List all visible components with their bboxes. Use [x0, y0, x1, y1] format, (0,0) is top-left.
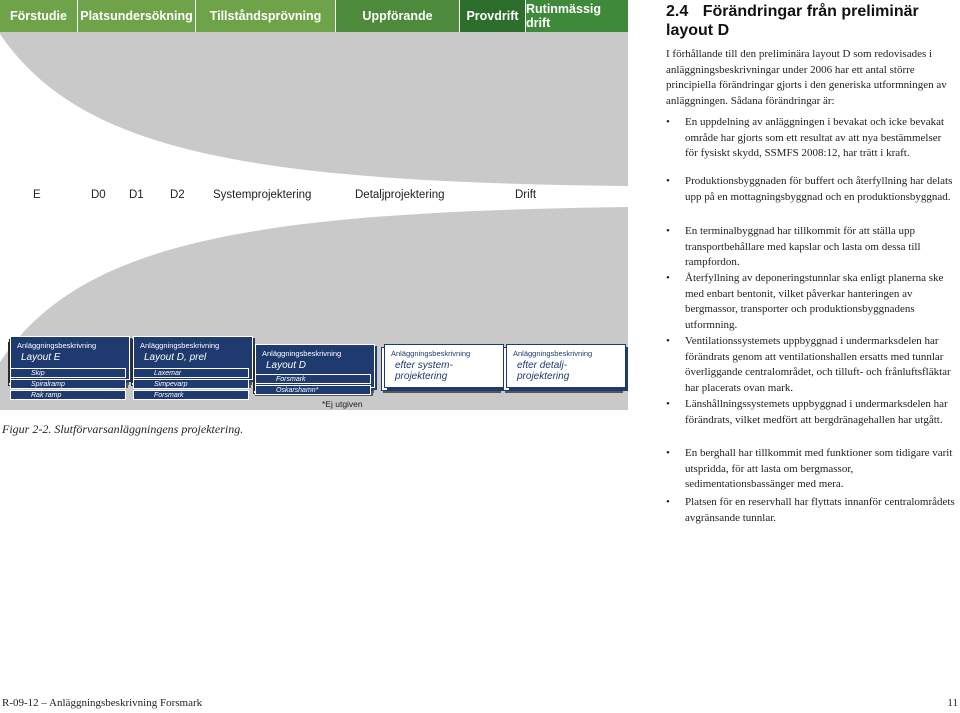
section-number: 2.4 — [666, 3, 689, 20]
card-title: Anläggningsbeskrivning — [391, 349, 471, 358]
card-efter-detaljprojektering-main — [506, 344, 626, 388]
list-item: • Produktionsbyggnaden för buffert och återfyllning har delats upp på en mottagningsbyggnad och en produktionsbyggnad. — [666, 175, 953, 203]
card-tag: Simpevarp — [133, 379, 249, 389]
stage-d0: D0 — [91, 189, 106, 201]
stage-d2: D2 — [170, 189, 185, 201]
phase-platsundersokning: Platsundersökning — [78, 0, 196, 32]
list-item: • Ventilationssystemets uppbyggnad i undermarksdelen har förändrats genom att ventilationshallen ersatts med tunnlar överliggande centralområdet, och tilluft- och frånluftsfläktar har placerats ovan mark. — [666, 335, 951, 394]
intro-paragraph: I förhållande till den preliminära layout D som redovisades i anläggningsbeskrivningar under 2006 har ett antal större principiella förändringar gjorts i den generiska utformningen av anläggningen. Sådana förändringar är: — [666, 48, 947, 107]
card-tag: Laxemar — [133, 368, 249, 378]
list-item: • En berghall har tillkommit med funktioner som tidigare varit utspridda, för att lasta om bergmassor, sedimentationsbassänger med mera. — [666, 447, 953, 490]
card-subtitle: efter detalj- projektering — [517, 360, 570, 382]
phase-forstudie: Förstudie — [0, 0, 78, 32]
footer-report-title: R-09-12 – Anläggningsbeskrivning Forsmark — [2, 697, 203, 709]
project-phase-figure — [0, 0, 628, 410]
card-title: Anläggningsbeskrivning — [140, 341, 220, 350]
card-efter-systemprojektering-main — [384, 344, 504, 388]
section-heading — [666, 2, 960, 40]
stage-systemprojektering: Systemprojektering — [213, 189, 312, 201]
card-title: Anläggningsbeskrivning — [17, 341, 97, 350]
list-item: • Återfyllning av deponeringstunnlar ska enligt planerna ske med enbart bentonit, vilket påverkar hanteringen av bergmassor, transporter och produktionsbyggnadens utformning. — [666, 272, 944, 331]
phase-rutinmassig-drift: Rutinmässig drift — [526, 0, 628, 32]
list-item: • Länshållningssystemets uppbyggnad i undermarksdelen har förändrats, vilket medfört att bergdränagehallen har utgått. — [666, 398, 948, 426]
card-subtitle: Layout D — [266, 360, 307, 371]
card-subtitle: efter system- projektering — [395, 360, 453, 382]
phase-tillstandsprovning: Tillståndsprövning — [196, 0, 336, 32]
card-subtitle: Layout D, prel — [144, 352, 207, 363]
phase-provdrift: Provdrift — [460, 0, 526, 32]
card-tag: Rak ramp — [10, 390, 126, 400]
footnote-ej-utgiven: *Ej utgiven — [322, 399, 363, 409]
list-item: • Platsen för en reservhall har flyttats innanför centralområdets avgränsande tunnlar. — [666, 496, 955, 524]
card-tag: Forsmark — [133, 390, 249, 400]
phase-uppforande: Uppförande — [336, 0, 460, 32]
stage-e: E — [33, 189, 41, 201]
phase-bar — [0, 0, 628, 32]
card-subtitle: Layout E — [21, 352, 61, 363]
card-tag: Spiralramp — [10, 379, 126, 389]
figure-caption: Figur 2-2. Slutförvarsanläggningens projektering. — [2, 422, 244, 436]
list-item: • En uppdelning av anläggningen i bevakat och icke bevakat område har gjorts som ett resultat av att nya bestämmelser för fysiskt skydd, SSMFS 2008:12, har trätt i kraft. — [666, 116, 945, 159]
list-item: • En terminalbyggnad har tillkommit för att ställa upp transportbehållare med kapslar och lasta om dessa till rampfordon. — [666, 225, 921, 268]
card-title: Anläggningsbeskrivning — [262, 349, 342, 358]
section-title: Förändringar från preliminär layout D — [666, 3, 919, 39]
card-tag: Skip — [10, 368, 126, 378]
card-tag: Oskarshamn* — [255, 385, 371, 395]
card-title: Anläggningsbeskrivning — [513, 349, 593, 358]
card-tag: Forsmark — [255, 374, 371, 384]
page-number: 11 — [947, 697, 958, 709]
stage-detaljprojektering: Detaljprojektering — [355, 189, 445, 201]
stage-d1: D1 — [129, 189, 144, 201]
stage-drift: Drift — [515, 189, 537, 201]
